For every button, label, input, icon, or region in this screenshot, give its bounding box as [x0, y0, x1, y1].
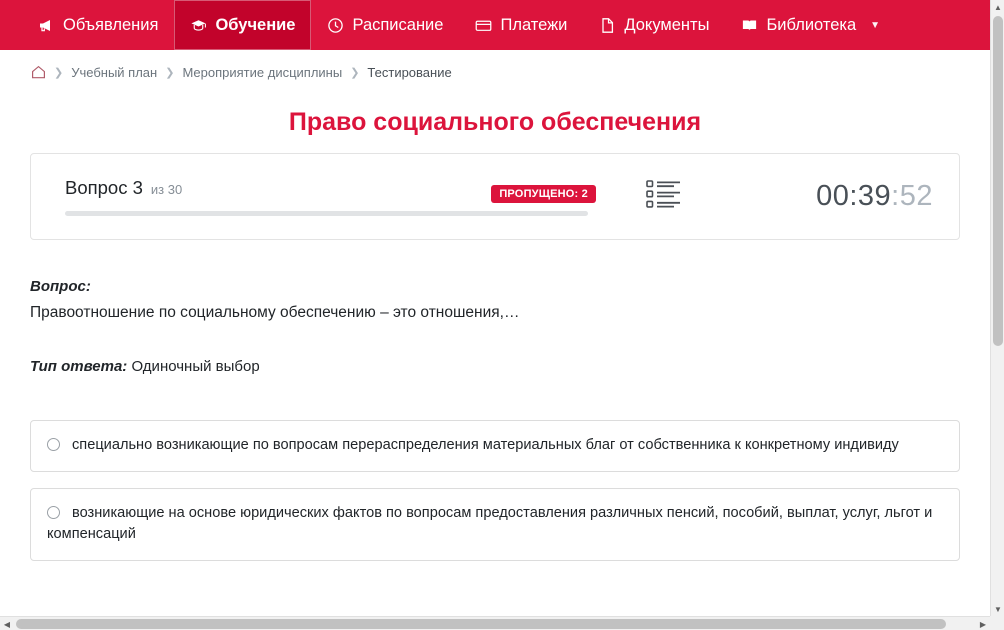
nav-item-schedule[interactable] [311, 0, 459, 50]
answer-option-label: специально возникающие по вопросам перераспределения материальных благ от собственника к конкретному индивиду [72, 437, 899, 453]
timer-minutes: 00:39 [816, 180, 892, 212]
answer-option[interactable] [30, 488, 960, 561]
answer-type-value: Одиночный выбор [131, 358, 260, 375]
radio-button-icon[interactable] [47, 506, 60, 519]
horizontal-scrollbar[interactable] [0, 616, 990, 630]
nav-item-label: Документы [624, 15, 710, 34]
answer-options [30, 420, 960, 561]
home-icon[interactable] [30, 64, 46, 80]
nav-item-label: Расписание [352, 15, 444, 34]
scroll-down-arrow-icon[interactable]: ▼ [991, 602, 1004, 616]
quiz-progress-section [31, 177, 618, 216]
main-navigation [0, 0, 990, 50]
breadcrumb-item-curriculum[interactable]: Учебный план [71, 64, 158, 80]
scroll-left-arrow-icon[interactable]: ◀ [3, 619, 11, 629]
nav-item-education[interactable] [174, 0, 311, 50]
question-prompt-text: Правоотношение по социальному обеспечению – это отношения,… [30, 304, 520, 321]
nav-item-payments[interactable] [459, 0, 583, 50]
nav-item-label: Обучение [215, 15, 296, 34]
breadcrumb-separator: ❯ [350, 66, 360, 79]
question-body [0, 278, 990, 561]
book-icon [741, 17, 758, 34]
nav-item-documents[interactable] [583, 0, 725, 50]
answer-type-label: Тип ответа: [30, 358, 128, 375]
graduation-cap-icon [190, 17, 207, 34]
breadcrumb [0, 50, 990, 86]
answer-option[interactable] [30, 420, 960, 472]
question-prompt-label: Вопрос: [30, 278, 91, 295]
credit-card-icon [475, 17, 492, 34]
question-list-button[interactable] [618, 178, 709, 215]
breadcrumb-item-discipline-event[interactable]: Мероприятие дисциплины [182, 64, 343, 80]
nav-item-label: Библиотека [766, 15, 857, 34]
scroll-right-arrow-icon[interactable]: ▶ [979, 619, 987, 629]
document-icon [599, 17, 616, 34]
nav-item-library[interactable] [725, 0, 896, 50]
breadcrumb-item-testing: Тестирование [367, 64, 452, 80]
answer-option-label: возникающие на основе юридических фактов по вопросам предоставления различных пенсий, пособий, выплат, услуг, льгот и компенсаций [47, 505, 933, 543]
breadcrumb-separator: ❯ [54, 66, 64, 79]
scrollbar-corner [990, 616, 1004, 630]
question-list-icon [646, 178, 682, 215]
quiz-header-card [30, 153, 960, 240]
vertical-scrollbar[interactable] [990, 0, 1004, 616]
status-badge: ПРОПУЩЕНО: 2 [491, 185, 596, 203]
page-title: Право социального обеспечения [288, 108, 702, 136]
nav-item-label: Платежи [500, 15, 568, 34]
radio-button-icon[interactable] [47, 438, 60, 451]
progress-bar [65, 211, 588, 216]
scroll-up-arrow-icon[interactable]: ▲ [991, 0, 1004, 14]
timer [709, 180, 959, 213]
timer-seconds: :52 [891, 180, 933, 212]
clock-icon [327, 17, 344, 34]
chevron-down-icon: ▼ [870, 19, 881, 31]
question-total: из 30 [150, 182, 183, 197]
question-number: Вопрос 3 [65, 177, 143, 198]
nav-item-announcements[interactable] [22, 0, 174, 50]
horizontal-scrollbar-thumb[interactable] [16, 619, 946, 629]
nav-item-label: Объявления [63, 15, 159, 34]
megaphone-icon [38, 17, 55, 34]
breadcrumb-separator: ❯ [165, 66, 175, 79]
answer-type-row [30, 358, 960, 375]
vertical-scrollbar-thumb[interactable] [993, 16, 1003, 346]
